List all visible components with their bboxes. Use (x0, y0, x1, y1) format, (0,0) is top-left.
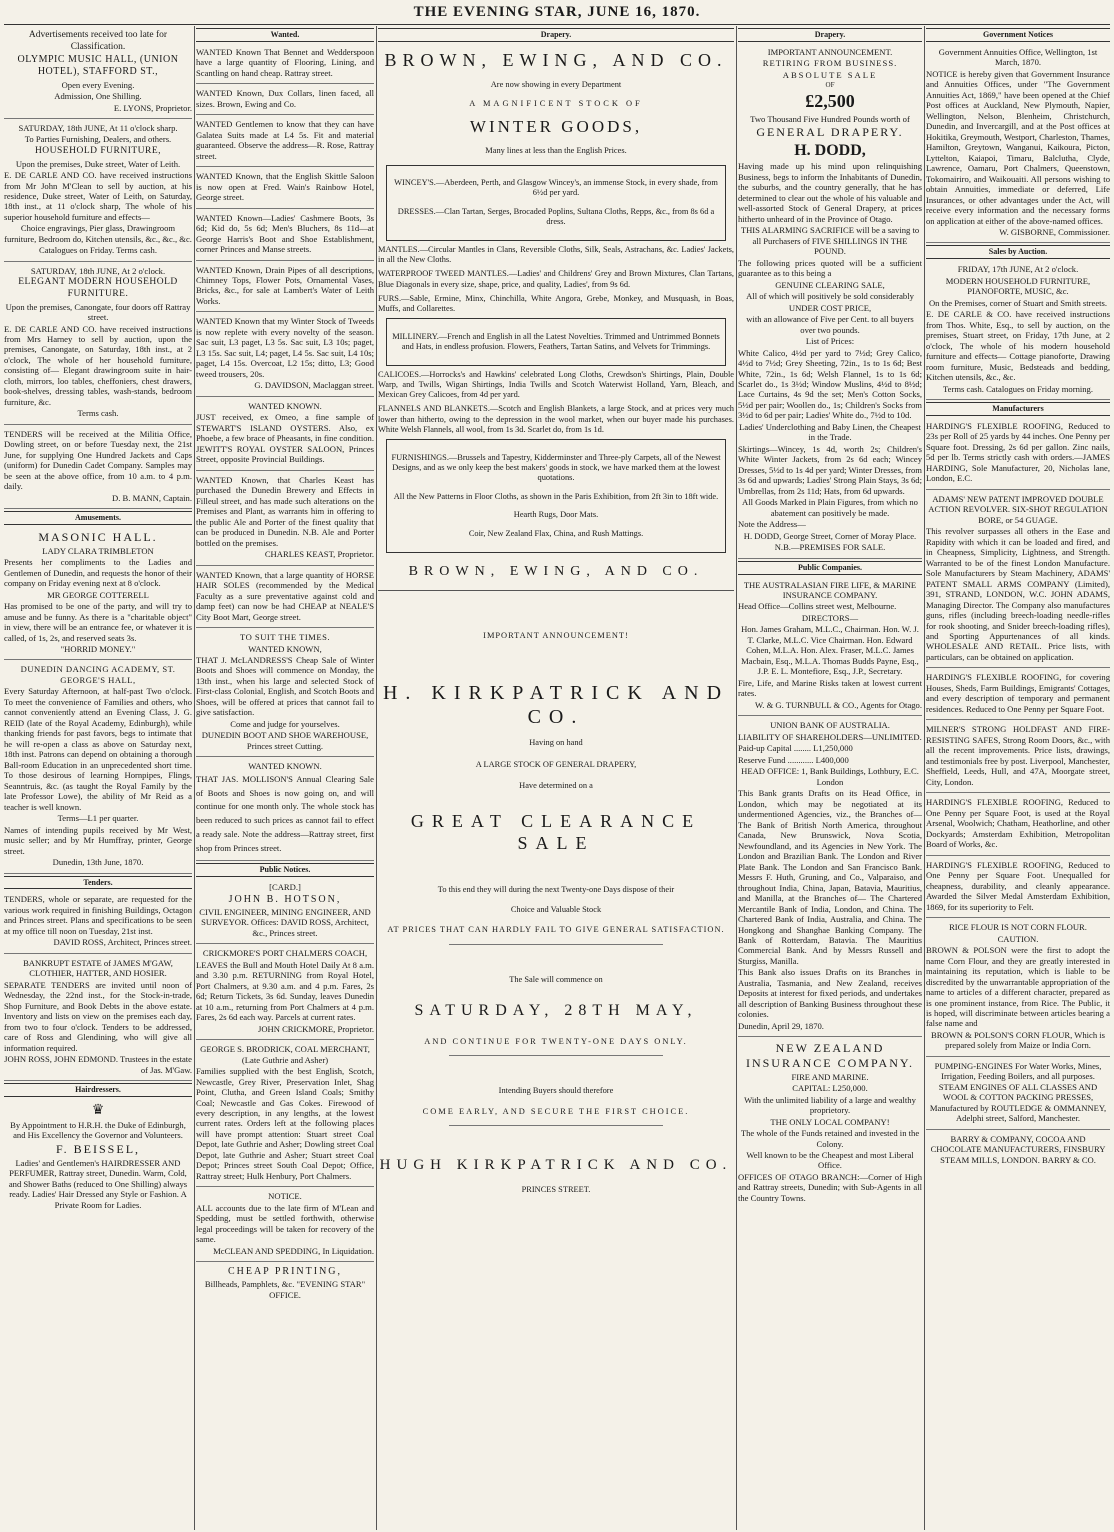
column-1 (4, 28, 192, 1528)
column-3-drapery (378, 28, 734, 1528)
ad-barry-cocoa (926, 1132, 1110, 1170)
winter-goods-title: WINTER GOODS, (469, 116, 643, 136)
ad-line: Reserve Fund ............ L400,000 (738, 754, 849, 765)
ad-household-furniture (4, 121, 192, 262)
section-heading: Hairdressers. (4, 1083, 192, 1097)
ad-line: All Goods Marked in Plain Figures, from which no abatement can positively be made. (742, 497, 918, 518)
ad-title: THE AUSTRALASIAN FIRE LIFE, & MARINE INSURANCE COMPANY. (743, 579, 917, 600)
ad-body: Has promised to be one of the party, and will try to amuse and be funny. As there is a "charitable object" in view, there will be an entrance fee, or whatever it is called, of 1s, 2s, and reserved seats 3s. (4, 601, 192, 643)
ad-harding-roofing (926, 419, 1110, 490)
column-2 (196, 28, 374, 1528)
ad-body: Coir, New Zealand Flax, China, and Rush Mattings. (468, 529, 644, 539)
ad-body: The following prices quoted will be a sufficient guarantee as to this being a (738, 257, 922, 279)
ad-body: HARDING'S FLEXIBLE ROOFING, Reduced to One Penny per Square Foot, is used at the Royal Arsenal, Woolwich; Chatham, Heathorline, and other Dockyards; Amsterdam Exhibition, Metropolitan Board of Works, &c. (926, 797, 1110, 850)
ad-line: CAPITAL: L250,000. (792, 1083, 868, 1094)
ad-wanted (196, 86, 374, 115)
ad-body: This Bank grants Drafts on its Head Office, in London, which may be negotiated at its undermentioned Agencies, viz., the Branches of— The Bank of British North America, throughout Canada, New Brunswick, Nova Scotia, Newfoundland, and its Agencies in New York. The London and Brazilian Bank. The London and River Plate Bank. The London and San Francisco Bank. Messrs F. Huth, Gruning, and Co., Valparaiso, and throughout India, China, Japan, Batavia, Mauritius, and Manilla, at the Branches of— The Chartered Mercantile Bank of India, London, and China. The Chartered Bank of India, Australia, and China. The Hongkong and Shanghae Banking Company. The Bank of Rotterdam, Batavia. The Mauritius Commercial Bank. And by Messrs Russell and Sturgiss, Manilla. (738, 788, 922, 966)
ad-line: Paid-up Capital ........ L1,250,000 (738, 743, 853, 754)
ad-body: BROWN & POLSON were the first to adopt the name Corn Flour, and they are greatly interested in maintaining its reputation, which is liable to be discredited by the unwarrantable appropriation of the name to articles of a different character, prepared as is one prominent instance, from Rice. The Public, it is hoped, will discriminate between articles bearing a false name and (926, 945, 1110, 1029)
ad-body: HARDING'S FLEXIBLE ROOFING, Reduced to 23s per Roll of 25 yards by 44 inches. One Penny per Square foot. Dressing, 2s 6d per gallon. Zinc nails, 5d per lb. Terms strictly cash with orders.—JAMES HARDING, Sole Manufacturer, 20, Nicholas lane, London, E.C. (926, 420, 1110, 484)
ad-line: A LARGE STOCK OF GENERAL DRAPERY, (475, 760, 637, 770)
ad-tenders-buildings (4, 892, 192, 953)
ad-body: HARDING'S FLEXIBLE ROOFING, for covering Houses, Sheds, Farm Buildings, Emigrants' Cottages, and every description of temporary and permanent residences. Reduced to One Penny per Square Foot. (926, 672, 1110, 714)
ad-body: E. DE CARLE AND CO. have received instructions from Mr John M'Clean to sell by auction, at his residence, Duke street, Water of Leith, on Saturday, 18th inst., at 11 o'clock sharp, The whole of his superior household furniture and effects— (4, 170, 192, 222)
section-heading: Public Notices. (196, 863, 374, 877)
ad-line: HEAD OFFICE: 1, Bank Buildings, Lothbury, E.C. London (741, 766, 919, 787)
ad-body: E. DE CARLE AND CO. have received instructions from Mrs Harney to sell by auction, upon the premises, Canongate, on Saturday, 18th inst., at 2 o'clock, The whole of her household furniture, consisting of— Elegant drawingroom suite in hair-cloth, mirrors, loo tables, cheffoniers, chest drawers, book-shelves, dressing tables, wash-stands, bedroom furniture, &c. (4, 323, 192, 407)
ad-body: All the New Patterns in Floor Cloths, as shown in the Paris Exhibition, from 2ft 3in to 18ft wide. (393, 491, 719, 501)
ad-body: WANTED Known, Dux Collars, linen faced, all sizes. Brown, Ewing and Co. (196, 88, 374, 109)
section-heading: Manufacturers (926, 402, 1110, 416)
column-divider (376, 26, 377, 1530)
ad-title: ABSOLUTE SALE (782, 69, 878, 80)
ad-body: Billheads, Pamphlets, &c. "EVENING STAR" OFFICE. (204, 1279, 366, 1300)
ad-body: MANTLES.—Circular Mantles in Clans, Reversible Cloths, Silk, Seals, Astrachans, &c. Ladies' Jackets, in all the New Cloths. (378, 244, 734, 265)
ad-body: MILLINERY.—French and English in all the Latest Novelties. Trimmed and Untrimmed Bonnets and Hats, in endless profusion. Flowers, Feathers, Tartan Satins, and Velvets for Trimmings. (392, 331, 720, 352)
ad-line: Open every Evening. (61, 79, 135, 90)
ad-signature: JOHN ROSS, JOHN EDMOND. Trustees in the estate of Jas. M'Gaw. (4, 1054, 192, 1075)
ad-line: Are now showing in every Department (490, 80, 622, 90)
ad-title: WANTED KNOWN. (248, 761, 322, 772)
ad-line: With the unlimited liability of a large and wealthy proprietory. (744, 1094, 916, 1116)
ad-title: DUNEDIN DANCING ACADEMY, ST. GEORGE'S HALL, (20, 664, 176, 685)
ad-milner-safes (926, 722, 1110, 793)
ad-line: To Parties Furnishing, Dealers, and others. (24, 134, 172, 145)
brown-ewing-title: BROWN, EWING, AND CO. (384, 49, 728, 70)
ad-line: COME EARLY, AND SECURE THE FIRST CHOICE. (422, 1106, 690, 1116)
ad-title: F. BEISSEL, (55, 1141, 141, 1156)
ad-brodrick-coal (196, 1042, 374, 1187)
ad-body: This revolver surpasses all others in the Ease and Rapidity with which it can be loaded and fired, and in Cheapness, Simplicity, Lightness, and Strength. Warranted to be of the finest London Manufacture. Sole Manufacturers by Steam Machinery, ADAMS' PATENT SMALL ARMS COMPANY (Limited), 391, STRAND, LONDON, W.C. JOHN ADAMS, Managing Director. The Company also manufactures guns, rifles (including breech-loading needle-rifles for rook shooting, and Snider breech-loading rifles), and Sporting Appurtenances of all kinds. WHOLESALE AND RETAIL. Price lists, with particulars, can be obtained on application. (926, 526, 1110, 662)
ad-body: Having made up his mind upon relinquishing Business, begs to inform the Inhabitants of Dunedin, the suburbs, and the country generally, that he has determined to clear out the whole of his valuable and well-assorted Stock of General Drapery, at prices hitherto unheard of in the Province of Otago. (738, 161, 922, 224)
millinery-box (386, 318, 726, 365)
ad-masonic-hall (4, 528, 192, 660)
ad-line: Head Office—Collins street west, Melbourne. (738, 601, 897, 612)
ad-signature: McCLEAN AND SPEDDING, In Liquidation. (213, 1245, 374, 1256)
ad-olympic-music-hall (4, 28, 192, 119)
ad-nz-insurance (738, 1039, 922, 1208)
kirkpatrick-footer: HUGH KIRKPATRICK AND CO. (379, 1157, 733, 1174)
clearance-sale-title: GREAT CLEARANCE SALE (410, 810, 702, 853)
ad-line: By Appointment to H.R.H. the Duke of Edinburgh, and His Excellency the Governor and Volunteers. (10, 1120, 186, 1141)
ad-date: SATURDAY, 18th JUNE, At 11 o'clock sharp. (18, 122, 178, 133)
ad-notice-mclean (196, 1189, 374, 1262)
ad-title: CRICKMORE'S PORT CHALMERS COACH, (202, 948, 368, 959)
ad-line: Come and judge for yourselves. (230, 718, 340, 729)
column-divider (924, 26, 925, 1530)
ad-body: This Bank also issues Drafts on its Branches in Australia, Tasmania, and New Zealand, receives Deposits at interest for fixed periods, and undertakes all description of Banking Business throughout these colonies. (738, 967, 922, 1020)
ad-signature: DAVID ROSS, Architect, Princes street. (53, 937, 192, 948)
furnishings-box (386, 439, 726, 552)
ad-line: THE ONLY LOCAL COMPANY! (770, 1116, 890, 1127)
ad-subtitle: LADY CLARA TRIMBLETON (42, 545, 154, 556)
ad-date: Dunedin, April 29, 1870. (738, 1020, 824, 1031)
ad-australasian-insurance (738, 578, 922, 717)
ad-line: To this end they will during the next Twenty-one Days dispose of their (437, 884, 675, 894)
ad-suit-the-times (196, 630, 374, 757)
ad-line: BROWN & POLSON'S CORN FLOUR, Which is prepared solely from Maize or India Corn. (931, 1029, 1105, 1051)
ad-body: WATERPROOF TWEED MANTLES.—Ladies' and Childrens' Grey and Brown Mixtures, Clan Tartans, Blue Diagonals in every size, shape, price, and quality, Ladies', from 9s 6d. (378, 269, 734, 289)
ad-bankrupt-estate (4, 956, 192, 1081)
ad-line: Intending Buyers should therefore (498, 1086, 614, 1096)
ad-body: TENDERS will be received at the Militia Office, Dowling street, on or before Tuesday next, the 21st June, for supplying One Hundred Jackets and Caps (uniform) for Dunedin Cadet Company. Samples may be seen at the above office, from 10 a.m. to 4 p.m. daily. (4, 428, 192, 492)
ad-body: ALL accounts due to the late firm of M'Lean and Spedding, must be settled forthwith, otherwise legal proceedings will be taken for recovery of the same. (196, 1202, 374, 1245)
ad-body: PUMPING-ENGINES For Water Works, Mines, Irrigation, Feeding Boilers, and all purposes. STEAM ENGINES OF ALL CLASSES AND WOOL & COTTON PACKING PRESSES, Manufactured by ROUTLEDGE & OMMANNEY, Adelphi street, Salford, Manchester. (929, 1060, 1107, 1124)
ad-title: UNDER COST PRICE, (788, 302, 872, 313)
ad-title: OLYMPIC MUSIC HALL, (UNION HOTEL), STAFFORD ST., (17, 54, 179, 78)
section-heading: Wanted. (196, 28, 374, 42)
ad-date: FRIDAY, 17th JUNE, At 2 o'clock. (957, 264, 1079, 275)
column-4 (738, 28, 922, 1528)
ad-signature: CHARLES KEAST, Proprietor. (264, 549, 374, 560)
ad-signature: G. DAVIDSON, Maclaggan street. (254, 380, 374, 391)
ad-body: SEPARATE TENDERS are invited until noon of Wednesday, the 22nd inst., for the Stock-in-trade, Shop Furniture, and Book Debts in the above estate. Inventory and lists on view on the premises each day, from two to four o'clock. Tenders to be addressed, care of Ross and Glendining, who will give all information required. (4, 979, 192, 1053)
ad-line: IMPORTANT ANNOUNCEMENT. (767, 46, 893, 57)
ad-oysters (196, 399, 374, 471)
ad-harding-roofing (926, 858, 1110, 918)
ad-elegant-furniture (4, 264, 192, 425)
ad-body: CIVIL ENGINEER, MINING ENGINEER, AND SURVEYOR. Offices: DAVID ROSS, Architect, &c., Princes street. (199, 906, 371, 938)
ad-body: BARRY & COMPANY, COCOA AND CHOCOLATE MANUFACTURERS, FINSBURY STEAM MILLS, LONDON. BARRY & CO. (930, 1133, 1106, 1165)
ad-wanted (196, 211, 374, 261)
ad-militia-tenders (4, 427, 192, 509)
ad-body: WANTED Known, that a large quantity of HORSE HAIR SOLES (recommended by the Medical Faculty as a sure preventative against cold and damp feet) can now be had CHEAP at NEALE'S City Boot Mart, George street. (196, 569, 374, 622)
ad-body: THAT JAS. MOLLISON'S Annual Clearing Sale of Boots and Shoes is now going on, and will continue for one month only. The whole stock has been reduced to such prices as cannot fail to effect a ready sale. Note the address—Rattray street, first shop from Princes street. (196, 773, 374, 853)
ad-line: [CARD.] (269, 882, 301, 893)
ad-line: H. DODD, George Street, Corner of Moray Place. (743, 530, 917, 541)
ad-line: OF (825, 81, 835, 90)
ad-line: Upon the premises, Duke street, Water of Leith. (15, 158, 181, 169)
ad-horse-hair-soles (196, 568, 374, 628)
ad-body: FURNISHINGS.—Brussels and Tapestry, Kidderminster and Three-ply Carpets, all of the Newest Designs, and as we only keep the best makers' goods in stock, we have marked them at the lowest quotations. (391, 452, 721, 483)
ad-line: THIS ALARMING SACRIFICE will be a saving to all Purchasers of FIVE SHILLINGS IN THE POUND. (740, 225, 920, 257)
ad-body: WANTED Known—Ladies' Cashmere Boots, 3s 6d; Kid do, 5s 6d; Men's Bluchers, 8s 11d—at George Harris's Boot and Shoe Establishment, corner Princes and Manse streets. (196, 212, 374, 255)
ad-title: MODERN HOUSEHOLD FURNITURE, PIANOFORTE, MUSIC, &c. (945, 275, 1091, 297)
ad-dancing-academy (4, 662, 192, 873)
ad-body: WANTED Known, Drain Pipes of all descriptions, Chimney Tops, Flower Pots, Ornamental Vases, Bricks, &c., for sale at Lambert's Water of Leith Works. (196, 264, 374, 306)
ad-signature: JOHN CRICKMORE, Proprietor. (257, 1023, 374, 1034)
ad-subtitle: "HORRID MONEY." (60, 643, 136, 654)
ad-title: RETIRING FROM BUSINESS. (762, 58, 898, 69)
ad-body: THAT J. McLANDRESS'S Cheap Sale of Winter Boots and Shoes will commence on Monday, the 13th inst., when his large and selected Stock of First-class Colonial, English, and Scotch Boots and Shoes, will be offered at prices that cannot fail to give satisfaction. (196, 655, 374, 718)
ad-body: FLANNELS AND BLANKETS.—Scotch and English Blankets, a large Stock, and at prices very much lower than hitherto, owing to the depression in the wool market, when our buyer made his purchases. White Welsh Flannels, all wool, from 1s 3d. Scarlet do, from 1s 1d. (378, 404, 734, 434)
ad-body: NOTICE is hereby given that Government Insurance and Annuities Offices, under "The Government Annuities Act, 1869," have been opened at the Chief Post offices at Auckland, New Plymouth, Napier, Wellington, Nelson, Blenheim, Christchurch, Dunedin, and Invercargill, and at the Post offices at Hokitika, Greymouth, Westport, Charleston, Thames, Hamilton, Greytown, Wanganui, Kaikoura, Picton, Lyttelton, Kaiapoi, Timaru, Balclutha, Clyde, Lawrence, Oamaru, Port Chalmers, Queenstown, Tokomairiro, and Waikouaiti. All persons wishing to obtain Annuities, immediate or deferred, Life Insurances, or other advantages under the Act, will receive every information and the necessary forms on application at either of the above-named offices. (926, 68, 1110, 226)
ad-body: WANTED Known, that Charles Keast has purchased the Dunedin Brewery and Effects in Filleul street, and has made such alterations on the Premises and Plant, as warrants him in offering to the public Ale and Porter of the finest quality that can be produced in Dunedin. N.B. Ale and Porter bottled on the premises. (196, 474, 374, 548)
wincey-dresses-box (386, 165, 726, 241)
ad-body: Presents her compliments to the Ladies and Gentlemen of Dunedin, and requests the honor of their company on Friday evening next at 8 o'clock. (4, 557, 192, 589)
ad-line: A MAGNIFICENT STOCK OF (469, 98, 643, 108)
ad-body: WANTED Known, that the English Skittle Saloon is now open at Fred. Wain's Rainbow Hotel, George street. (196, 171, 374, 203)
ad-line: List of Prices: (805, 336, 855, 347)
ad-line: with an allowance of Five per Cent. to all buyers over two pounds. (746, 314, 914, 335)
column-divider (736, 26, 737, 1530)
ad-signature: W. GISBORNE, Commissioner. (999, 226, 1110, 237)
ad-line: LIABILITY OF SHAREHOLDERS—UNLIMITED. (738, 731, 922, 742)
ad-title: GEORGE S. BRODRICK, COAL MERCHANT, (Late Guthrie and Asher) (200, 1044, 370, 1065)
masthead: THE EVENING STAR, JUNE 16, 1870. (413, 4, 701, 20)
ad-body: Every Saturday Afternoon, at half-past Two o'clock. To meet the convenience of Families and others, who cannot conveniently attend an Evening Class, J. G. REID (late of the Royal Academy, Edinburgh), while thanking friends for past favors, begs to intimate that he will re-open a class as above on Saturday next, 18th inst. Patrons can depend on obtaining a thorough Ball-room Education in an unprecedented short time. To those desirous of learning Hornpipes, Flings, Seanntruis, &c. (as taught the Royal Family by the late Professor Lowe), the ability of Mr Reid as a teacher is well known. (4, 686, 192, 812)
section-heading: Drapery. (378, 28, 734, 42)
ad-line: Choice and Valuable Stock (510, 905, 602, 915)
ad-line: All of which will positively be sold considerably (746, 291, 914, 302)
ad-title: WANTED KNOWN. (248, 400, 322, 411)
ad-date: Dunedin, 13th June, 1870. (52, 857, 144, 868)
ad-line: Have determined on a (519, 780, 593, 790)
section-heading: Drapery. (738, 28, 922, 42)
ad-body: HARDING'S FLEXIBLE ROOFING, Reduced to One Penny per Square Foot. Unequalled for cheapness, durability, and cleanly appearance. Awarded the Silver Medal Amsterdam Exhibition, 1869, for its superiority to Felt. (926, 859, 1110, 912)
ad-hotson-card (196, 880, 374, 944)
ad-line: Many lines at less than the English Prices. (485, 146, 627, 156)
ad-line: Government Annuities Office, Wellington, 1st March, 1870. (938, 46, 1098, 68)
ad-line: Terms cash. Catalogues on Friday morning. (943, 383, 1093, 394)
ad-pumping-engines (926, 1059, 1110, 1130)
ad-body: WINCEY'S.—Aberdeen, Perth, and Glasgow Wincey's, an immense Stock, in every shade, from 6½d per yard. (394, 178, 718, 198)
ad-signature: D. B. MANN, Captain. (112, 492, 192, 503)
ad-harding-roofing (926, 795, 1110, 855)
ad-line: AND CONTINUE FOR TWENTY-ONE DAYS ONLY. (424, 1036, 688, 1046)
ad-line: Terms cash. (77, 408, 119, 419)
ad-line: Admission, One Shilling. (54, 91, 142, 102)
ad-body: Ladies' and Gentlemen's HAIRDRESSER AND PERFUMER, Rattray street, Dunedin. Warm, Cold, and Shower Baths (reduced to One Shilling) always ready. Ladies' Hair Dressed any Style or Fashion. A Private Room for Ladies. (8, 1157, 188, 1210)
section-heading: Sales by Auction. (926, 245, 1110, 259)
section-heading: Government Notices (926, 28, 1110, 42)
ad-title: JOHN B. HOTSON, (228, 893, 342, 905)
ad-union-bank (738, 718, 922, 1037)
ad-adams-revolver (926, 492, 1110, 669)
ad-date: SATURDAY, 18th JUNE, At 2 o'clock. (30, 265, 166, 276)
ad-line: IMPORTANT ANNOUNCEMENT! (483, 630, 629, 640)
ad-line: The Sale will commence on (509, 974, 603, 984)
ad-brown-polson (926, 920, 1110, 1057)
ad-title: MASONIC HALL. (38, 530, 158, 544)
ad-crickmore-coach (196, 946, 374, 1040)
ad-line: Well known to be the Cheapest and most Liberal Office. (746, 1150, 914, 1171)
ad-line: Note the Address— (738, 519, 806, 530)
ad-body: Hon. James Graham, M.L.C., Chairman. Hon. W. J. T. Clarke, M.L.C. Vice Chairman. Hon. Edward Cohen, M.L.A. Hon. Alex. Fraser, M.L.C. James Macbain, Esq., M.L.A. Thomas Budds Payne, Esq., J.P. E. L. Montefiore, Esq., J.P., Secretary. (741, 624, 919, 677)
ad-body: WANTED Known that my Winter Stock of Tweeds is now replete with every novelty of the season. Sac suit, L3 paget, L3 5s. Sac suit, L3 10s; paget, L3 15s. Sac suit, L4; paget, L4 5s. Sac suit, L4 10s; paget, L4 15s. Overcoat, L2 15s; ditto, L3; Good tweed trousers, 20s. (196, 316, 374, 379)
ad-body: LEAVES the Bull and Mouth Hotel Daily At 8 a.m. and 3.30 p.m. RETURNING from Royal Hotel, Port Chalmers, at 9.30 a.m. and 4 p.m. Fares, 2s 6d; Return Tickets, 3s 6d. Sunday, leaves Dunedin at 10 a.m., returning from Port Chalmers at 4 p.m. Fares, 2s 6d each way. Parcels at current rates. (196, 959, 374, 1023)
ad-line: Catalogues on Friday. Terms cash. (38, 245, 158, 256)
masthead-rule (4, 24, 1110, 25)
ad-body: CALICOES.—Horrocks's and Hawkins' celebrated Long Cloths, Crewdson's Shirtings, Plain, Double Warp, and Twills, Wigan Shirtings, India Twills and Scotch Waterwist Holland, Yarn, Bleach, and Mexican Grey Calicoes, from 4d per yard. (378, 369, 734, 400)
late-ads-heading: Advertisements received too late for Classification. (28, 30, 168, 52)
ad-body: Names of intending pupils received by Mr West, music seller; and by Mr Humffray, printer, George street. (4, 824, 192, 856)
section-heading: Public Companies. (738, 561, 922, 575)
price-list: White Calico, 4½d per yard to 7½d; Grey Calico, 4½d to 7½d; Grey Sheeting, 72in., 1s to 1s 6d; Best White, 72in., 1s 6d; Welsh Flannel, 1s to 1s 6d; Scarlet do., 1s 3½d; Window Muslins, 4½d to 8½d; Lace Curtains, 4s 9d the set; Men's Cotton Socks, 5½d per pair; Woollen do., 1s; Children's Socks from 3½d to 6d per pair; Ladies' White do., 7½d to 10d. (738, 347, 922, 421)
ad-title: UNION BANK OF AUSTRALIA. (770, 720, 890, 731)
ad-signature: E. LYONS, Proprietor. (113, 102, 192, 113)
ad-line: Terms—L1 per quarter. (57, 813, 139, 824)
ad-subtitle: MR GEORGE COTTERELL (47, 589, 149, 600)
ad-title: RICE FLOUR IS NOT CORN FLOUR. (949, 922, 1087, 933)
column-divider (194, 26, 195, 1530)
column-5 (926, 28, 1110, 1528)
brown-ewing-footer: BROWN, EWING, AND CO. (408, 563, 704, 579)
ad-line: Upon the premises, Canongate, four doors off Rattray street. (5, 301, 191, 323)
ad-brewery (196, 473, 374, 566)
ad-title: CHEAP PRINTING, (227, 1266, 343, 1278)
ad-auction-white (926, 262, 1110, 400)
ad-line: On the Premises, corner of Stuart and Smith streets. (928, 297, 1108, 308)
ad-beissel-hairdresser (4, 1100, 192, 1215)
royal-crest-icon: ♛ (91, 1102, 105, 1118)
ad-wanted (196, 117, 374, 167)
ad-title: TO SUIT THE TIMES. (239, 632, 330, 643)
ad-items: Choice engravings, Pier glass, Drawingroom furniture, Bedroom do, Kitchen utensils, &c., &c., &c. (4, 223, 192, 244)
ad-body: DRESSES.—Clan Tartan, Serges, Brocaded Poplins, Sultana Cloths, Repps, &c., from 8s 6d a dress. (397, 207, 715, 227)
ad-dodd-drapery (738, 45, 922, 559)
ad-body: E. DE CARLE & CO. have received instructions from Thos. White, Esq., to sell by auction, on the premises, Stuart street, on Friday, 17th June, at 2 o'clock, The whole of his modern household furniture and effects— Cottage pianoforte, Drawing room furniture, Music, Bedsteads and bedding, Kitchen utensils, &c., &c. (926, 309, 1110, 383)
ad-body: WANTED Known That Bennet and Wedderspoon have a large quantity of Flooring, Lining, and Scantling on hand cheap. Rattray street. (196, 46, 374, 78)
ad-subtitle: WANTED KNOWN, (248, 643, 322, 654)
ad-signature: W. & G. TURNBULL & CO., Agents for Otago. (754, 699, 922, 710)
ad-mollison (196, 759, 374, 861)
ad-body: WANTED Gentlemen to know that they can have Galatea Suits made at L4 5s. Fit and material guaranteed. Observe the address—R. Rose, Rattray street. (196, 119, 374, 161)
ad-wanted (196, 169, 374, 208)
ad-government-annuities (926, 45, 1110, 244)
ad-line: PRINCES STREET. (521, 1184, 591, 1194)
kirkpatrick-title: H. KIRKPATRICK AND CO. (382, 681, 730, 729)
ad-body: Families supplied with the best English, Scotch, Newcastle, Grey River, Preservation Inlet, Shag Point, Clutha, and Green Island Coals; Smithy Coal; Newcastle and Gas Cokes. Firewood of every description, in any lengths, at the lowest current rates. Orders left at the following places will have prompt attention: Stuart street Coal Depot, late Guthrie and Asher; Dowling street Coal Depot, late Guthrie and Asher; Stuart street Coal Depot; Princes street South Coal Depot; Office, Rattray street; Hulk Henbury, Port Chalmers. (196, 1066, 374, 1181)
ad-line: Two Thousand Five Hundred Pounds worth of (750, 113, 910, 124)
ad-title: ELEGANT MODERN HOUSEHOLD FURNITURE. (18, 277, 178, 299)
ad-body: TENDERS, whole or separate, are requested for the various work required in finishing Buildings, Octagon and Princes street. Plans and specifications to be seen at my office till noon on Tuesday, 21st inst. (4, 894, 192, 936)
ad-line: Having on hand (529, 738, 583, 748)
ad-title: HOUSEHOLD FURNITURE, (34, 145, 162, 156)
ad-wanted (196, 314, 374, 396)
sale-date-title: SATURDAY, 28TH MAY, (414, 1002, 698, 1020)
ad-body: JUST received, ex Omeo, a fine sample of STEWART'S ISLAND OYSTERS. Also, ex Phoebe, a few brace of Pheasants, in fine condition. JEWITT'S ROYAL OYSTER SALOON, Princes Street, opposite Provincial Buildings. (196, 412, 374, 465)
ad-body: Hearth Rugs, Door Mats. (513, 510, 599, 520)
ad-wanted (196, 45, 374, 84)
ad-title: NOTICE. (268, 1191, 302, 1202)
ad-title: GENERAL DRAPERY. (756, 125, 904, 140)
section-heading: Amusements. (4, 511, 192, 525)
ad-subtitle: CAUTION. (997, 933, 1039, 944)
ad-harding-roofing (926, 670, 1110, 720)
ad-wanted (196, 263, 374, 313)
ad-line: DUNEDIN BOOT AND SHOE WAREHOUSE, Princes street Cutting. (201, 730, 369, 751)
ad-line: AT PRICES THAT CAN HARDLY FAIL TO GIVE GENERAL SATISFACTION. (387, 925, 725, 935)
ad-title: NEW ZEALAND INSURANCE COMPANY. (745, 1041, 915, 1070)
ad-title: GENUINE CLEARING SALE, (775, 279, 885, 290)
ad-line: FIRE AND MARINE. (791, 1071, 869, 1082)
section-heading: Tenders. (4, 876, 192, 890)
sale-amount: £2,500 (805, 90, 855, 111)
ad-line: Ladies' Underclothing and Baby Linen, the Cheapest in the Trade. (739, 421, 921, 443)
ad-title: BANKRUPT ESTATE of JAMES M'GAW, CLOTHIER, HATTER, AND HOSIER. (23, 957, 173, 979)
ad-title: ADAMS' NEW PATENT IMPROVED DOUBLE ACTION REVOLVER. SIX-SHOT REGULATION BORE, or 54 GUAGE. (928, 493, 1108, 525)
ad-cheap-printing (196, 1264, 374, 1305)
ad-line: N.B.—PREMISES FOR SALE. (774, 542, 886, 553)
ad-body: MILNER'S STRONG HOLDFAST AND FIRE-RESISTING SAFES, Strong Room Doors, &c., with all the recent improvements. Price lists, drawings, and testimonials free by post. Liverpool, Manchester, Sheffield, Leeds, Hull, and 47A, Moorgate street, City, London. (926, 724, 1110, 787)
ad-line: Fire, Life, and Marine Risks taken at lowest current rates. (738, 677, 922, 699)
ad-body: OFFICES OF OTAGO BRANCH:—Corner of High and Rattray streets, Dunedin; with Sub-Agents in all the Country Towns. (738, 1171, 922, 1203)
price-list: Skirtings—Wincey, 1s 4d, worth 2s; Children's White Winter Jackets, from 2s 6d each; Wincey Dresses, 5½d to 1s 4d per yard; Winter Dresses, from 3s 6d and upwards; Ladies' Strong Plain Stays, 3s 6d; Umbrellas, from 2s 11d; Hats, from 6d upwards. (738, 443, 922, 496)
ad-line: DIRECTORS— (801, 612, 859, 623)
ad-title: H. DODD, (794, 141, 866, 159)
ad-line: The whole of the Funds retained and invested in the Colony. (740, 1128, 920, 1149)
ad-body: FURS.—Sable, Ermine, Minx, Chinchilla, White Angora, Grebe, Monkey, and Musquash, in Boas, Muffs, and Collarettes. (378, 293, 734, 314)
